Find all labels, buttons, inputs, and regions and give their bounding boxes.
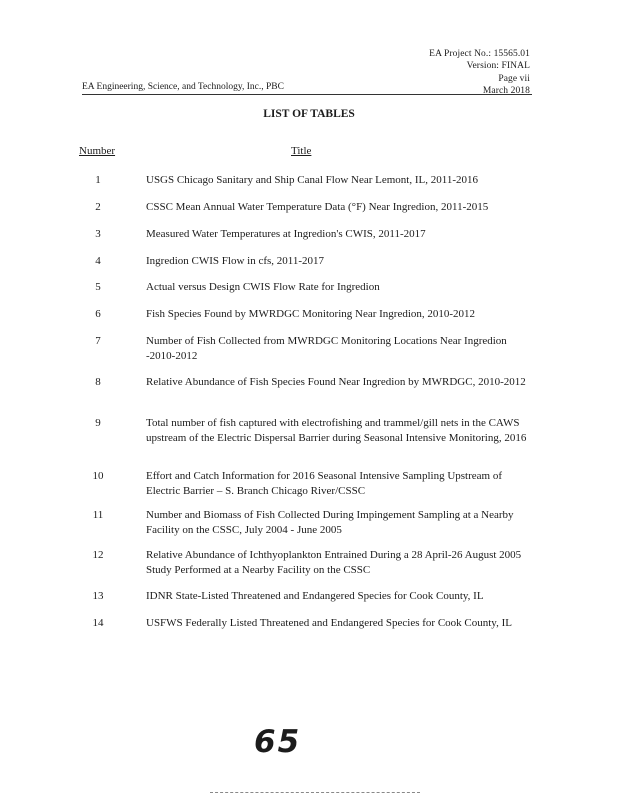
table-number: 6 [95, 308, 101, 320]
table-title: Effort and Catch Information for 2016 Seasonal Intensive Sampling Upstream of Electric Barrier – S. Branch Chicago River/CSSC [146, 470, 502, 497]
table-title: Actual versus Design CWIS Flow Rate for Ingredion [146, 281, 380, 293]
table-number: 11 [92, 509, 104, 521]
table-title: IDNR State-Listed Threatened and Endangered Species for Cook County, IL [146, 590, 484, 602]
handwritten-page-number: 65 [254, 724, 302, 760]
table-number: 10 [92, 470, 104, 482]
table-number: 8 [95, 376, 101, 388]
table-title: USGS Chicago Sanitary and Ship Canal Flow Near Lemont, IL, 2011-2016 [146, 174, 478, 186]
footer-rule [210, 792, 420, 793]
table-number: 9 [95, 417, 101, 429]
header-block [429, 48, 530, 97]
table-number: 5 [95, 281, 101, 293]
table-title: Number of Fish Collected from MWRDGC Monitoring Locations Near Ingredion -2010-2012 [146, 335, 507, 362]
table-title: USFWS Federally Listed Threatened and Endangered Species for Cook County, IL [146, 617, 512, 629]
table-title: Total number of fish captured with electrofishing and trammel/gill nets in the CAWS upstream of the Electric Dispersal Barrier during Seasonal Intensive Monitoring, 2016 [146, 417, 527, 444]
table-title: Number and Biomass of Fish Collected During Impingement Sampling at a Nearby Facility on the CSSC, July 2004 - June 2005 [146, 509, 514, 536]
company-name: EA Engineering, Science, and Technology, Inc., PBC [82, 82, 284, 92]
header-rule [82, 94, 532, 95]
page-title: LIST OF TABLES [263, 108, 355, 120]
table-title: Relative Abundance of Fish Species Found Near Ingredion by MWRDGC, 2010-2012 [146, 376, 526, 388]
page-number: Page vii [498, 73, 530, 84]
table-title: Relative Abundance of Ichthyoplankton Entrained During a 28 April-26 August 2005 Study Performed at a Nearby Facility on the CSSC [146, 549, 522, 576]
table-title: Ingredion CWIS Flow in cfs, 2011-2017 [146, 255, 325, 267]
table-title: Fish Species Found by MWRDGC Monitoring Near Ingredion, 2010-2012 [146, 308, 476, 320]
project-number: EA Project No.: 15565.01 [429, 49, 530, 59]
column-header-title: Title [291, 145, 312, 157]
table-number: 1 [95, 174, 101, 186]
column-header-number: Number [79, 145, 116, 157]
table-number: 12 [92, 549, 104, 561]
date: March 2018 [482, 85, 530, 96]
table-number: 2 [95, 201, 101, 213]
table-number: 7 [95, 335, 101, 347]
table-title: Measured Water Temperatures at Ingredion's CWIS, 2011-2017 [146, 228, 426, 240]
table-title: CSSC Mean Annual Water Temperature Data (°F) Near Ingredion, 2011-2015 [146, 201, 489, 213]
version: Version: FINAL [466, 61, 530, 72]
table-number: 3 [95, 228, 101, 240]
table-number: 4 [95, 255, 101, 267]
table-number: 14 [92, 617, 104, 629]
table-number: 13 [92, 590, 104, 602]
